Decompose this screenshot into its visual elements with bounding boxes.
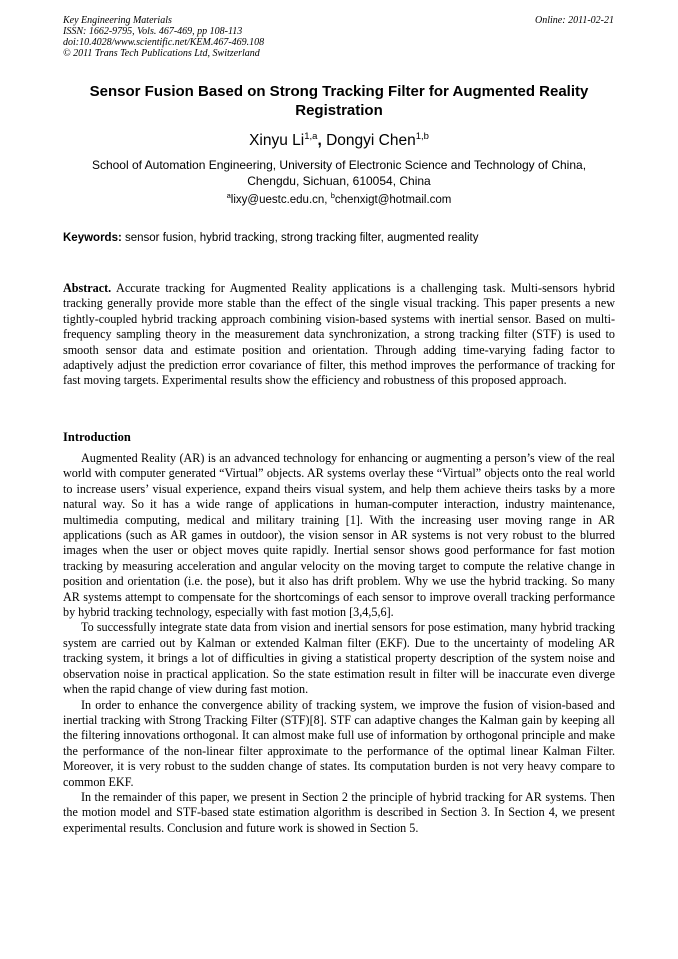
paper-title: Sensor Fusion Based on Strong Tracking Filter for Augmented Reality Registration <box>89 83 589 119</box>
email-address: lixy@uestc.edu.cn <box>230 194 325 206</box>
author-separator: , <box>317 132 327 149</box>
copyright-line: © 2011 Trans Tech Publications Ltd, Switzerland <box>63 48 260 59</box>
email-separator: , <box>324 194 331 206</box>
journal-name: Key Engineering Materials <box>63 15 172 26</box>
email-mark: b <box>330 191 335 200</box>
paragraph: In the remainder of this paper, we present in Section 2 the principle of hybrid tracking for AR systems. Then the motion model and STF-based state estimation algorithm is described in Section 3. In Section 4, we present experimental results. Conclusion and future work is showed in Section 5. <box>63 789 615 835</box>
email-address: chenxigt@hotmail.com <box>334 194 452 206</box>
email-line <box>60 193 618 208</box>
paragraph: Augmented Reality (AR) is an advanced technology for enhancing or augmenting a person’s view of the real world with computer generated “Virtual” objects. AR systems overlay these “Virtual” objects onto the real world to increase users’ visual experience, expand theirs visual system, and help them achieve theirs tasks by a more natural way. So it has a wide range of applications in human-computer interaction, industry maintenance, multimedia computing, medical and military training [1]. With the increasing user moving range in AR applications (such as AR games in outdoor), the vision sensor in AR systems is not very robust to the blurred images when the user or object moves quite rapidly. Inertial sensor shows good performance for fast motion tracking by measuring acceleration and angular velocity on the moving target to compute the relative change in position and orientation (i.e. the pose), but it also has drift problem. Why we use the hybrid tracking. So many AR systems attempt to compensate for the shortcomings of each sensor to improve overall tracking performance by hybrid tracking technology, especially with fast motion [3,4,5,6]. <box>63 451 615 620</box>
paragraph: To successfully integrate state data from vision and inertial sensors for pose estimation, many hybrid tracking system are carried out by Kalman or extended Kalman filter (EKF). Due to the uncertainty of modeling AR tracking system, it brings a lot of difficulties in giving a statistical property description of the system noise and observation noise in practical application. So the state estimation result in filter will be inaccurate even diverge when the rapid change of view during fast motion. <box>63 620 615 697</box>
section-heading-introduction: Introduction <box>63 430 131 444</box>
author-name: Xinyu Li <box>249 132 305 149</box>
journal-header <box>63 15 264 59</box>
author-affiliation-mark: 1,a <box>304 131 318 142</box>
email-mark: a <box>226 191 231 200</box>
introduction-body <box>63 451 615 836</box>
issn-line: ISSN: 1662-9795, Vols. 467-469, pp 108-113 <box>63 26 243 37</box>
online-date: Online: 2011-02-21 <box>535 15 614 26</box>
doi-line: doi:10.4028/www.scientific.net/KEM.467-469.108 <box>63 37 265 48</box>
abstract <box>63 281 615 389</box>
affiliation-line: School of Automation Engineering, University of Electronic Science and Technology of China, <box>91 158 587 172</box>
abstract-label: Abstract. <box>63 281 112 295</box>
keywords-label: Keywords: <box>63 232 122 244</box>
affiliation-line: Chengdu, Sichuan, 610054, China <box>247 174 431 188</box>
paragraph: In order to enhance the convergence ability of tracking system, we improve the fusion of vision-based and inertial tracking with Strong Tracking Filter (STF)[8]. STF can adaptive changes the Kalman gain by keeping all the filtering innovations orthogonal. It can almost make full use of information by orthogonal principle and make the performance of the non-linear filter approximate to the performance of the optimal linear Kalman Filter. Moreover, it is very robust to the sudden change of states. Its computation burden is not very heavy compare to common EKF. <box>63 697 615 789</box>
author-line <box>60 131 618 151</box>
affiliation <box>60 157 618 189</box>
author-name: Dongyi Chen <box>326 132 416 149</box>
keywords <box>63 231 478 246</box>
keywords-text: sensor fusion, hybrid tracking, strong tracking filter, augmented reality <box>125 232 479 244</box>
abstract-text: Accurate tracking for Augmented Reality applications is a challenging task. Multi-sensors hybrid tracking generally provide more stable than the effect of the single visual tracking. This paper presents a new tightly-coupled hybrid tracking approach combining vision-based systems with inertial sensor. Based on multi-frequency sampling theory in the measurement data synchronization, a strong tracking filter (STF) is used to smooth sensor data and estimate position and orientation. Through adding time-varying fading factor to adaptively adjust the prediction error covariance of filter, this method improves the performance of tracking for fast moving targets. Experimental results show the efficiency and robustness of this proposed approach. <box>63 281 616 388</box>
author-affiliation-mark: 1,b <box>415 131 429 142</box>
